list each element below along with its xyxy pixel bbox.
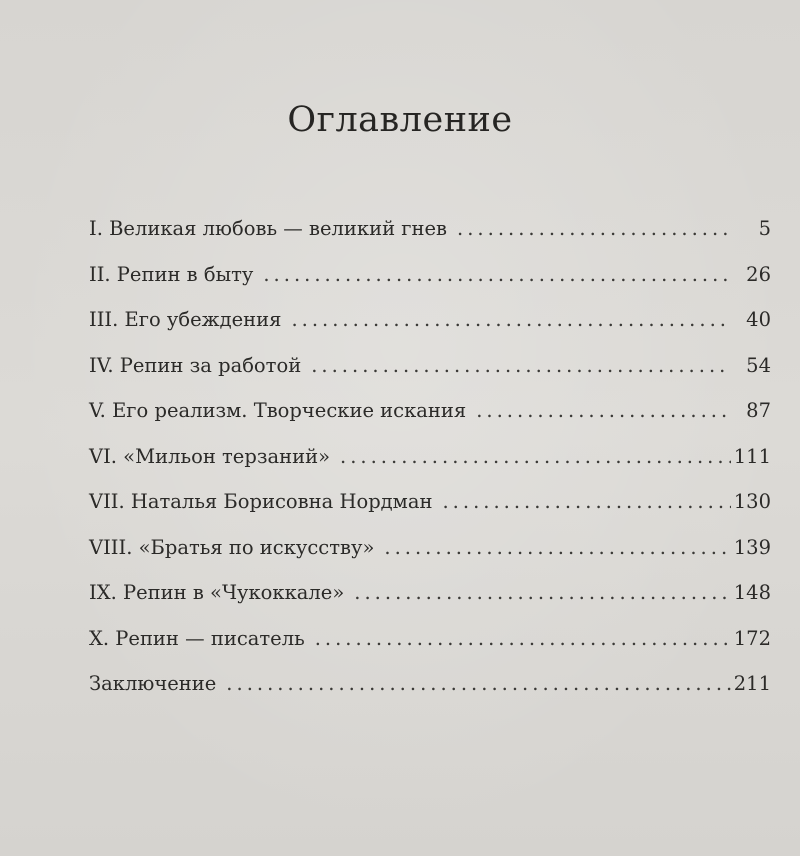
dot-leader — [263, 252, 731, 298]
toc-entry-page: 172 — [733, 626, 771, 650]
toc-entry-page: 54 — [746, 353, 771, 377]
toc-entry — [89, 252, 771, 298]
toc-entry-title: IV. Репин за работой — [89, 353, 302, 377]
toc-entry-title: III. Его убеждения — [89, 308, 282, 331]
toc-entry — [89, 479, 771, 525]
dot-leader — [226, 661, 731, 707]
dot-leader — [384, 525, 731, 571]
toc-entry-title: X. Репин — писатель — [89, 626, 305, 650]
toc-entry — [89, 343, 771, 389]
dot-leader — [354, 570, 731, 616]
toc-entry-page: 130 — [733, 490, 771, 513]
toc-entry-title: I. Великая любовь — великий гнев — [89, 217, 448, 240]
toc-entry-title: VI. «Мильон терзаний» — [89, 444, 331, 468]
page-title: Оглавление — [287, 100, 513, 140]
toc-entry — [89, 297, 771, 343]
table-of-contents — [89, 206, 771, 707]
toc-entry-title: II. Репин в быту — [89, 262, 254, 286]
toc-entry-title: IX. Репин в «Чукоккале» — [89, 581, 345, 604]
toc-entry-page: 139 — [733, 535, 771, 559]
dot-leader — [457, 206, 731, 252]
toc-entry-title: Заключение — [89, 672, 217, 695]
toc-entry — [89, 388, 771, 434]
toc-entry — [89, 434, 771, 480]
dot-leader — [315, 616, 731, 662]
dot-leader — [291, 297, 731, 343]
dot-leader — [476, 388, 731, 434]
dot-leader — [340, 434, 731, 480]
toc-entry-title: VIII. «Братья по искусству» — [89, 535, 375, 559]
toc-entry-page: 111 — [733, 444, 771, 468]
toc-entry — [89, 570, 771, 616]
toc-entry — [89, 616, 771, 662]
toc-entry-title: V. Его реализм. Творческие искания — [89, 399, 467, 422]
dot-leader — [311, 343, 731, 389]
toc-entry-page: 26 — [746, 262, 771, 286]
dot-leader — [442, 479, 731, 525]
toc-entry — [89, 661, 771, 707]
toc-entry-page: 87 — [746, 399, 771, 422]
toc-entry-page: 211 — [733, 672, 771, 695]
toc-entry — [89, 206, 771, 252]
toc-entry-page: 148 — [733, 581, 771, 604]
toc-entry-page: 5 — [758, 217, 771, 240]
toc-entry — [89, 525, 771, 571]
toc-entry-title: VII. Наталья Борисовна Нордман — [89, 490, 433, 513]
toc-entry-page: 40 — [746, 308, 771, 331]
